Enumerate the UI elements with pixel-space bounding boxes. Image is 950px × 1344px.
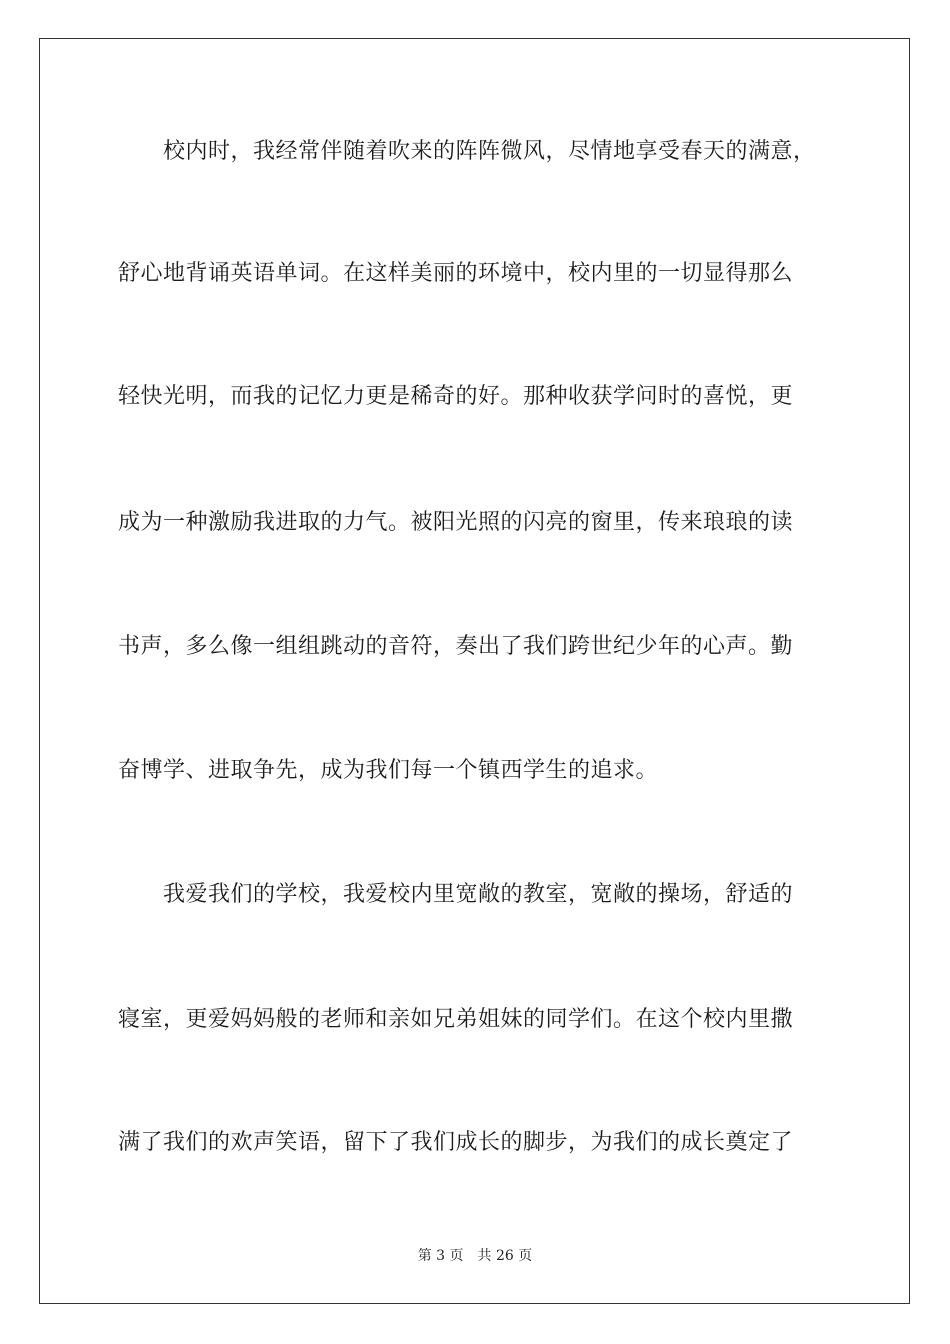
text-line: 奋博学、进取争先，成为我们每一个镇西学生的追求。 xyxy=(118,758,659,783)
page-number: 第 3 页 xyxy=(417,1248,464,1264)
text-line: 寝室，更爱妈妈般的老师和亲如兄弟姐妹的同学们。在这个校内里撒 xyxy=(118,1007,794,1032)
text-line: 我爱我们的学校，我爱校内里宽敞的教室，宽敞的操场，舒适的 xyxy=(118,882,794,907)
text-line: 轻快光明，而我的记忆力更是稀奇的好。那种收获学问时的喜悦，更 xyxy=(118,384,794,409)
text-line: 满了我们的欢声笑语，留下了我们成长的脚步，为我们的成长奠定了 xyxy=(118,1130,794,1155)
text-line: 校内时，我经常伴随着吹来的阵阵微风，尽情地享受春天的满意， xyxy=(118,139,816,164)
total-pages: 共 26 页 xyxy=(477,1248,533,1264)
text-line: 舒心地背诵英语单词。在这样美丽的环境中，校内里的一切显得那么 xyxy=(118,261,794,286)
text-line: 书声，多么像一组组跳动的音符，奏出了我们跨世纪少年的心声。勤 xyxy=(118,634,794,659)
page-border xyxy=(39,38,910,1304)
text-line: 成为一种激励我进取的力气。被阳光照的闪亮的窗里，传来琅琅的读 xyxy=(118,510,794,535)
page-footer xyxy=(0,1246,950,1266)
